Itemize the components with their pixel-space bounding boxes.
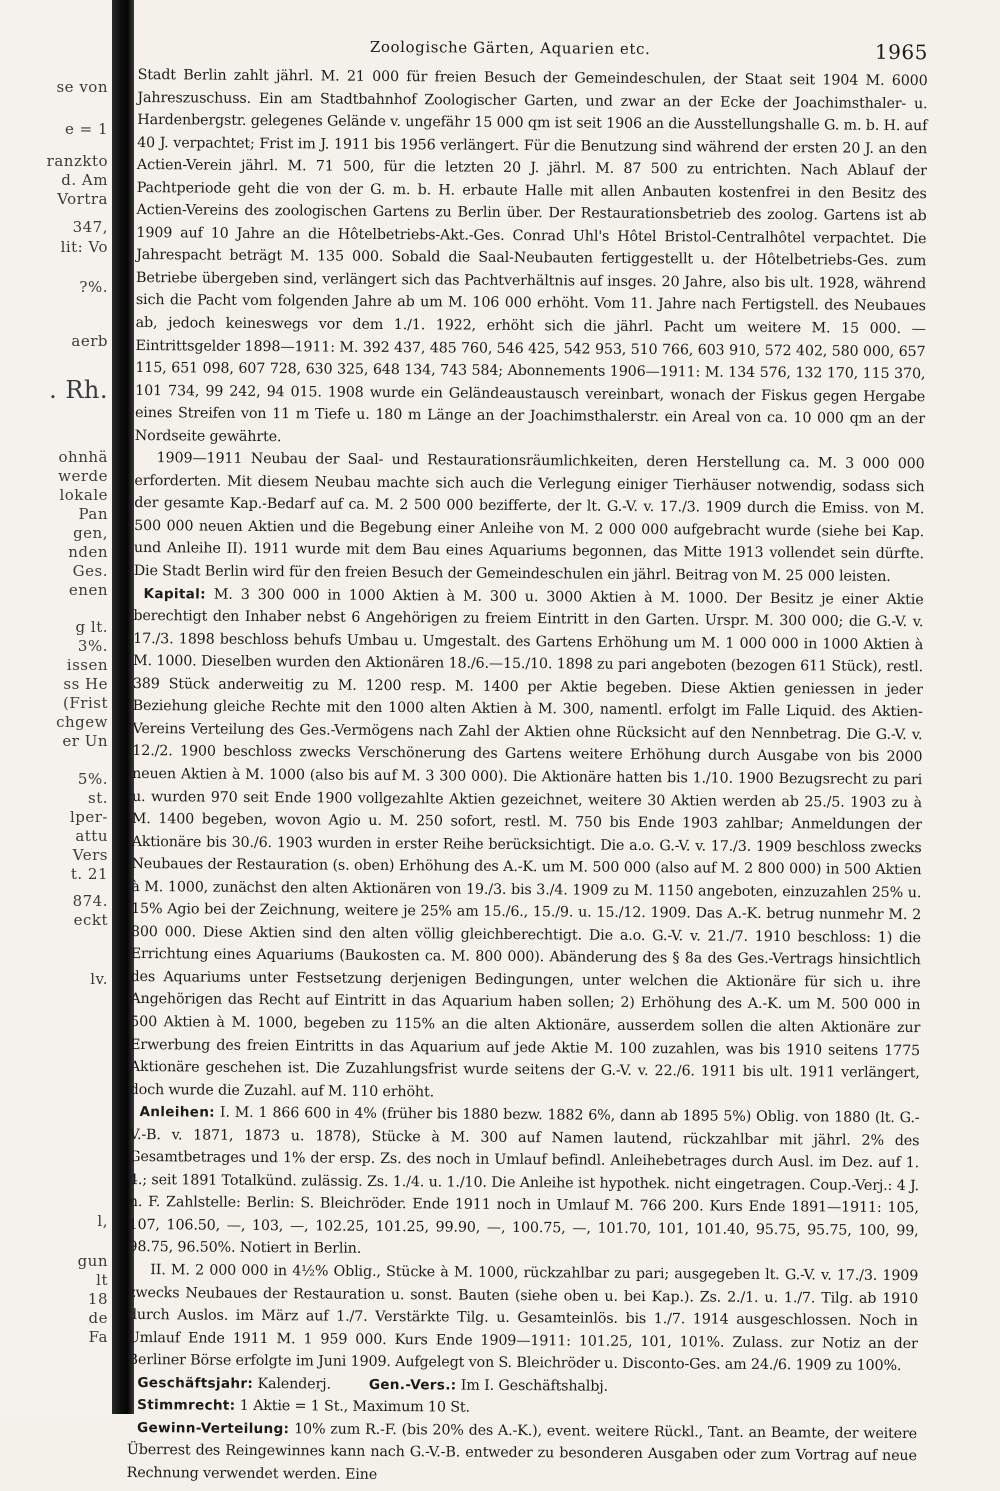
facing-page-line: gun (77, 1252, 108, 1270)
facing-page-line: ?%. (79, 278, 108, 296)
section-label-kapital: Kapital: (143, 585, 206, 603)
facing-page-line: 18 (87, 1290, 108, 1308)
facing-page-line: Ges. (72, 562, 108, 580)
section-label-stimmrecht: Stimmrecht: (137, 1397, 236, 1415)
page-number: 1965 (874, 39, 928, 65)
facing-page-line: . Rh. (49, 376, 108, 404)
facing-page-line: 347, (72, 218, 108, 236)
facing-page-line: 3%. (77, 637, 108, 655)
facing-page-line: lv. (90, 970, 108, 988)
facing-page-line: lokale (59, 486, 108, 504)
paragraph-text: Im I. Geschäftshalbj. (456, 1377, 609, 1395)
facing-page-line: Vortra (57, 190, 108, 208)
section-label-gewinn-verteilung: Gewinn-Verteilung: (136, 1419, 290, 1438)
facing-page-line: aerb (71, 332, 108, 350)
facing-page-line: attu (75, 827, 108, 845)
facing-page-line: chgew (56, 713, 108, 731)
facing-page-line: de (88, 1309, 108, 1327)
facing-page-line: Fa (88, 1328, 108, 1346)
facing-page-line: nden (68, 543, 108, 561)
paragraph-anleihen (128, 1101, 919, 1265)
facing-page-line: er Un (62, 732, 108, 750)
facing-page-line: lt (96, 1271, 108, 1289)
facing-page-line: (Frist (63, 694, 108, 712)
section-label-gen-vers: Gen.-Vers.: (368, 1376, 457, 1394)
paragraph-gewinn-verteilung (127, 1417, 918, 1491)
document-page (126, 30, 928, 1483)
paragraph-intro: Stadt Berlin zahlt jährl. M. 21 000 für freien Besuch der Gemeindeschulen, der Staat seit 1904 M. 6000 Jahreszuschuss. Ein am Stadtbahnhof Zoologischer Garten, und zwar an der Ecke der Joachimsthaler- u. Hardenbergstr. gelegenes Gelände v. ungefähr 15 000 qm ist seit 1906 an die Ausstellungshalle G. m. b. H. auf 40 J. verpachtet; Frist im J. 1911 bis 1956 verlängert. Für die Benutzung sind während der ersten 20 J. an den Actien-Verein jährl. M. 71 500, für die letzten 20 J. jährl. M. 87 500 zu entrichten. Nach Ablauf der Pachtperiode geht die von der G. m. b. H. erbaute Halle mit allen Anbauten kostenfrei in den Besitz des Actien-Vereins des zoologischen Gartens zu Berlin über. Der Restaurationsbetrieb des zoolog. Gartens ist ab 1909 auf 10 Jahre an die Hôtelbetriebs-Akt.-Ges. Conrad Uhl's Hôtel Bristol-Centralhôtel verpachtet. Die Jahrespacht beträgt M. 135 000. Sobald die Saal-Neubauten fertiggestellt u. der Hôtelbetriebs-Ges. zum Betriebe übergeben sind, verlängert sich das Pachtverhältnis auf insges. 20 Jahre, also bis ult. 1928, während sich die Pacht vom folgenden Jahre ab um M. 106 000 erhöht. Vom 11. Jahre nach Fertigstell. des Neubaues ab, jedoch keineswegs vor dem 1./1. 1922, erhöht sich die jährl. Pacht um weitere M. 15 000. — Eintrittsgelder 1898—1911: M. 392 437, 485 760, 546 425, 542 953, 510 766, 603 910, 572 402, 580 000, 657 115, 651 098, 607 728, 630 325, 648 134, 743 584; Abonnements 1906—1911: M. 134 576, 132 170, 115 370, 101 734, 99 242, 94 015. 1908 wurde ein Geländeaustausch vereinbart, wonach der Fiskus gegen Hergabe eines Streifen von 11 m Tiefe u. 180 m Länge an der Joachimsthalerstr. ein Areal von ca. 10 000 qm an der Nordseite gewährte. (134, 66, 928, 445)
facing-page-line: ss He (63, 675, 108, 693)
facing-page-line: eckt (73, 911, 108, 929)
facing-page-line: ranzkto (46, 152, 108, 170)
page-header (138, 30, 928, 70)
facing-page-line: l, (97, 1212, 108, 1230)
facing-page-line: se von (56, 78, 108, 96)
facing-page-line: 5%. (77, 770, 108, 788)
facing-page-line: lit: Vo (60, 238, 108, 256)
facing-page-line: d. Am (61, 171, 108, 189)
facing-page-fragment (0, 0, 112, 1414)
paragraph-text: 1 Aktie = 1 St., Maximum 10 St. (235, 1398, 470, 1416)
facing-page-line: ohnhä (58, 448, 108, 466)
section-label-geschaeftsjahr: Geschäftsjahr: (137, 1374, 254, 1392)
facing-page-line: Pan (78, 505, 108, 523)
facing-page-line: st. (88, 789, 108, 807)
facing-page-line: e = 1 (64, 120, 108, 138)
paragraph-anleihe-ii: II. M. 2 000 000 in 4½% Oblig., Stücke à M. 1000, rückzahlbar zu pari; ausgegeben lt. G.-V. v. 17./3. 1909 zwecks Neubaues der Restauration u. sonst. Bauten (siehe oben u. bei Kap.). Zs. 2./1. u. 1./7. Tilg. ab 1910 durch Auslos. im März auf 1./7. Verstärkte Tilg. u. Gesamteinlös. bis 1./7. 1914 ausgeschlossen. Noch in Umlauf Ende 1911 M. 1 959 000. Kurs Ende 1909—1911: 101.25, 101, 101%. Zulass. zur Notiz an der Berliner Börse erfolgte im Juni 1909. Aufgelegt von S. Bleichröder u. Disconto-Ges. am 24./6. 1909 zu 100%. (127, 1262, 919, 1375)
paragraph-text: M. 3 300 000 in 1000 Aktien à M. 300 u. 3000 Aktien à M. 1000. Der Besitz je einer Aktie berechtigt den Inhaber nebst 6 Angehörigen zu freiem Eintritt in den Garten. Urspr. M. 300 000; die G.-V. v. 17./3. 1898 beschloss behufs Umbau u. Umgestalt. des Gartens Erhöhung um M. 1 000 000 in 1000 Aktien à M. 1000. Dieselben wurden den Aktionären 18./6.—15./10. 1898 zu pari angeboten (bezogen 611 Stück), restl. 389 Stück anderweitig zu M. 1200 resp. M. 1400 per Aktie begeben. Diese Aktien geniessen in jeder Beziehung gleiche Rechte mit den 1000 alten Aktien à M. 300, namentl. erfolgt im Falle Liquid. des Aktien-Vereins Verteilung des Ges.-Vermögens nach Zahl der Aktien ohne Rücksicht auf den Nennbetrag. Die G.-V. v. 12./2. 1900 beschloss zwecks Verschönerung des Gartens weitere Erhöhung durch Ausgabe von bis 2000 neuen Aktien à M. 1000 (also bis auf M. 3 300 000). Die Aktionäre hatten bis 1./10. 1900 Bezugsrecht zu pari u. wurden 970 seit Ende 1900 vollgezahlte Aktien gezeichnet, weitere 30 Aktien werden ab 25./5. 1903 zu à M. 1400 begeben, wovon Agio u. M. 250 sofort, restl. M. 750 bis Ende 1903 zahlbar; Anmeldungen der Aktionäre bis 30./6. 1903 wurden in erster Reihe berücksichtigt. Die a.o. G.-V. v. 17./3. 1909 beschloss zwecks Neubaues der Restauration (s. oben) Erhöhung des A.-K. um M. 500 000 (also auf M. 2 800 000) in 500 Aktien à M. 1000, zunächst den alten Aktionären von 19./3. bis 3./4. 1909 zu M. 1150 angeboten, einzuzahlen 25% u. 15% Agio bei der Zeichnung, weitere je 25% am 15./6., 15./9. u. 15./12. 1909. Das A.-K. betrug nunmehr M. 2 800 000. Diese Aktien sind den alten völlig gleichberechtigt. Die a.o. G.-V. v. 21./7. 1910 beschloss: 1) die Errichtung eines Aquariums (Baukosten ca. M. 800 000). Abänderung des § 8a des Ges.-Vertrags hinsichtlich des Aquariums unter Festsetzung derjenigen Bedingungen, unter welchen die Aktionäre für sich u. ihre Angehörigen das Recht auf Eintritt in das Aquarium haben sollen; 2) Erhöhung des A.-K. um M. 500 000 in 500 Aktien à M. 1000, begeben zu 115% an die alten Aktionäre, ausserdem sollen die alten Aktionäre zur Erwerbung des freien Eintritts in das Aquarium auf jede Aktie M. 100 zuzahlen, was bis 1910 seitens 1775 Aktionäre geschehen ist. Die Zuzahlungsfrist wurde seitens der G.-V. v. 22./6. 1911 bis ult. 1911 verlängert, doch wurde die Zuzahl. auf M. 110 erhöht. (129, 586, 924, 1100)
facing-page-line: Vers (72, 846, 108, 864)
facing-page-line: gen, (73, 524, 108, 542)
facing-page-line: lper- (69, 808, 108, 826)
facing-page-line: t. 21 (70, 865, 108, 883)
paragraph-text: 10% zum R.-F. (bis 20% des A.-K.), event. weitere Rückl., Tant. an Beamte, der weitere Überrest des Reingewinnes kann nach G.-V.-B. entweder zu besonderen Ausgaben oder zum Vortrag auf neue Rechnung verwendet werden. Eine (126, 1421, 918, 1483)
section-label-anleihen: Anleihen: (139, 1104, 216, 1121)
facing-page-line: issen (66, 656, 108, 674)
facing-page-line: werde (58, 467, 108, 485)
paragraph-kapital (130, 583, 924, 1108)
paragraph-text: I. M. 1 866 600 in 4% (früher bis 1880 bezw. 1882 6%, dann ab 1895 5%) Oblig. von 1880 (lt. G.-V.-B. v. 1871, 1873 u. 1878), Stücke à M. 300 auf Namen lautend, rückzahlbar mit jährl. 2% des Gesamtbetrages und 1% der ersp. Zs. des noch in Umlauf befindl. Anleihebetrages durch Ausl. im Dez. auf 1. 4.; seit 1891 Totalkünd. zulässig. Zs. 1./4. u. 1./10. Die Anleihe ist hypothek. nicht eingetragen. Coup.-Verj.: 4 J. n. F. Zahlstelle: Berlin: S. Bleichröder. Ende 1911 noch in Umlauf M. 766 200. Kurs Ende 1891—1911: 105, 107, 106.50, —, 103, —, 102.25, 101.25, 99.90, —, 100.75, —, 101.70, 101, 101.40, 95.75, 95.75, 100, 99, 98.75, 96.50%. Notiert in Berlin. (128, 1104, 920, 1258)
paragraph-neubau: 1909—1911 Neubau der Saal- und Restaurationsräumlichkeiten, deren Herstellung ca. M. 3 000 000 erforderten. Mit diesem Neubau machte sich auch die Verlegung einiger Tierhäuser notwendig, sodass sich der gesamte Kap.-Bedarf auf ca. M. 2 500 000 bezifferte, der lt. G.-V. v. 17./3. 1909 durch die Emiss. von M. 500 000 neuen Aktien und die Begebung einer Anleihe von M. 2 000 000 aufgebracht wurde (siehe bei Kap. und Anleihe II). 1911 wurde mit dem Bau eines Aquariums begonnen, das Mitte 1913 vollendet sein dürfte. Die Stadt Berlin wird für den freien Besuch der Gemeindeschulen ein jährl. Beitrag von M. 25 000 leisten. (133, 450, 925, 585)
paragraph-text: Kalenderj. (253, 1375, 331, 1393)
facing-page-line: 874. (72, 892, 108, 910)
running-head: Zoologische Gärten, Aquarien etc. (369, 37, 651, 59)
facing-page-line: g lt. (75, 618, 108, 636)
facing-page-line: enen (68, 581, 108, 599)
page-body (127, 64, 928, 1491)
